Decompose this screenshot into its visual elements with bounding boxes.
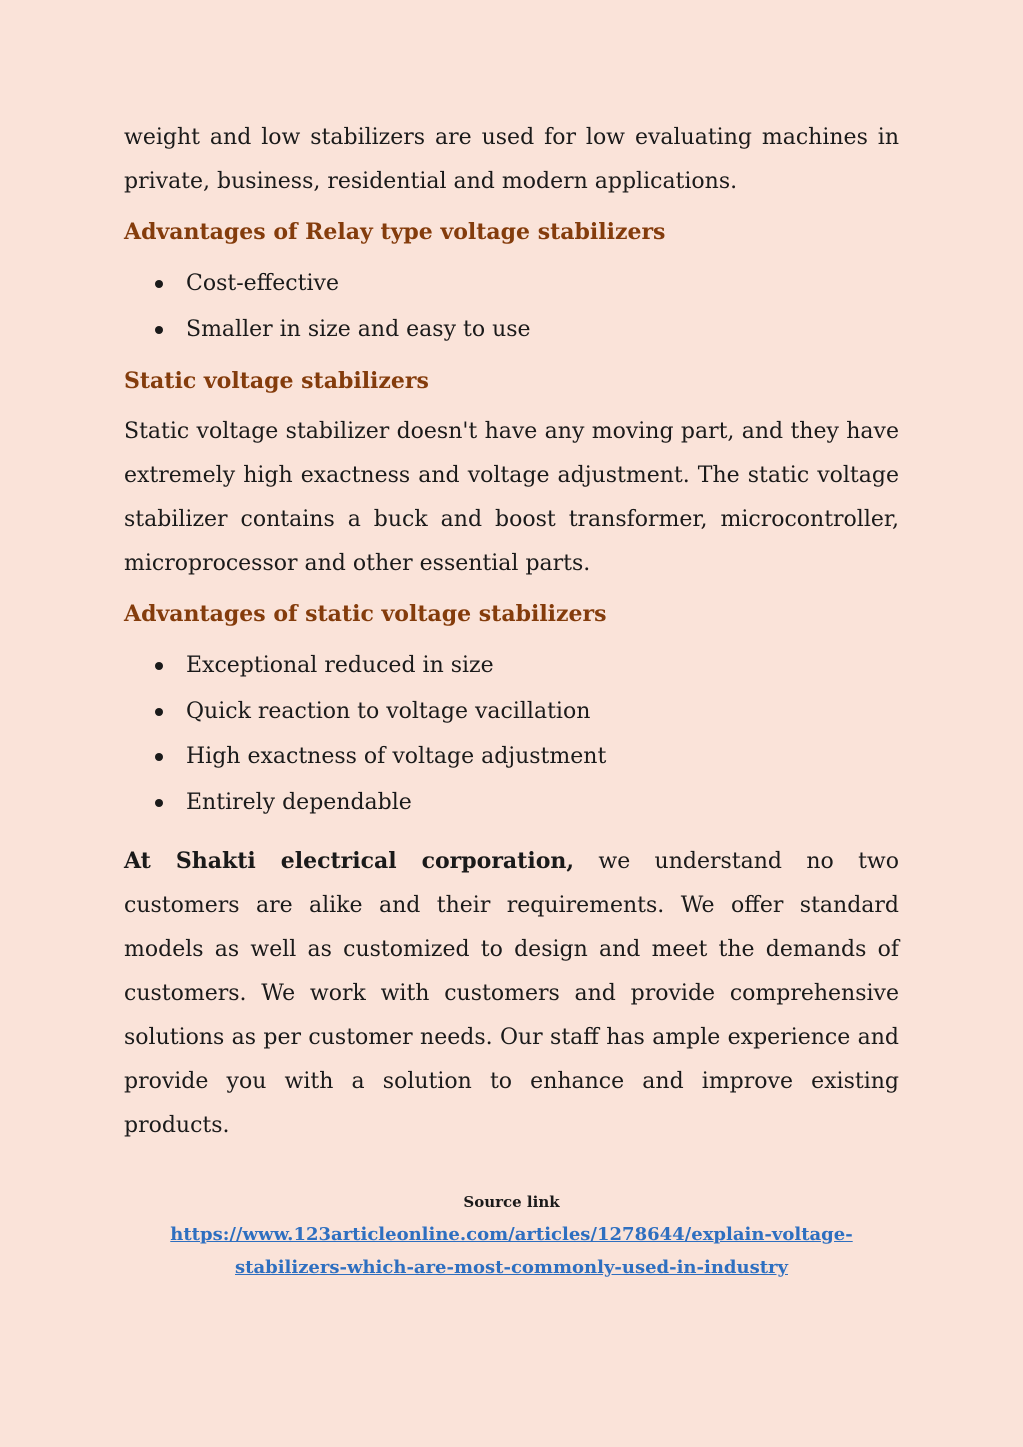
relay-advantages-list <box>124 261 899 352</box>
source-link-line-2: stabilizers-which-are-most-commonly-used-in-industry <box>235 1257 788 1278</box>
list-item-text: High exactness of voltage adjustment <box>186 744 607 769</box>
static-stabilizers-heading: Static voltage stabilizers <box>124 368 429 394</box>
bullet-icon <box>155 280 163 288</box>
list-item <box>124 643 899 689</box>
company-text: we understand no two customers are alike and their requirements. We offer standard models as well as customized to design and meet the demands of customers. We work with customers and provide comprehensive solutions as per customer needs. Our staff has ample experience and provide you with a solution to enhance and improve existing products. <box>124 849 899 1138</box>
bullet-icon <box>155 326 163 334</box>
static-stabilizers-paragraph: Static voltage stabilizer doesn't have any moving part, and they have extremely high exactness and voltage adjustment. The static voltage stabilizer contains a buck and boost transformer, microcontroller, microprocessor and other essential parts. <box>124 419 899 576</box>
list-item-text: Entirely dependable <box>186 789 412 815</box>
document-body <box>124 116 899 1161</box>
bullet-icon <box>155 799 163 807</box>
list-item-text: Quick reaction to voltage vacillation <box>186 698 591 724</box>
list-item <box>124 780 899 826</box>
bullet-icon <box>155 708 163 716</box>
bullet-icon <box>155 753 163 761</box>
list-item-text: Smaller in size and easy to use <box>186 316 531 342</box>
source-label: Source link <box>463 1193 560 1211</box>
source-link-line-1: https://www.123articleonline.com/articles/1278644/explain-voltage- <box>170 1224 853 1245</box>
list-item <box>124 261 899 307</box>
company-paragraph <box>124 839 899 1148</box>
company-name: At Shakti electrical corporation, <box>124 848 575 874</box>
intro-paragraph: weight and low stabilizers are used for low evaluating machines in private, business, residential and modern applications. <box>124 125 899 194</box>
source-section <box>0 1190 1023 1284</box>
bullet-icon <box>155 662 163 670</box>
list-item-text: Exceptional reduced in size <box>186 653 494 678</box>
list-item <box>124 307 899 353</box>
list-item <box>124 689 899 735</box>
source-link[interactable] <box>162 1218 862 1284</box>
list-item-text: Cost-effective <box>186 271 339 296</box>
list-item <box>124 734 899 780</box>
static-advantages-heading: Advantages of static voltage stabilizers <box>124 601 607 627</box>
static-advantages-list <box>124 643 899 825</box>
relay-advantages-heading: Advantages of Relay type voltage stabilizers <box>124 219 666 245</box>
